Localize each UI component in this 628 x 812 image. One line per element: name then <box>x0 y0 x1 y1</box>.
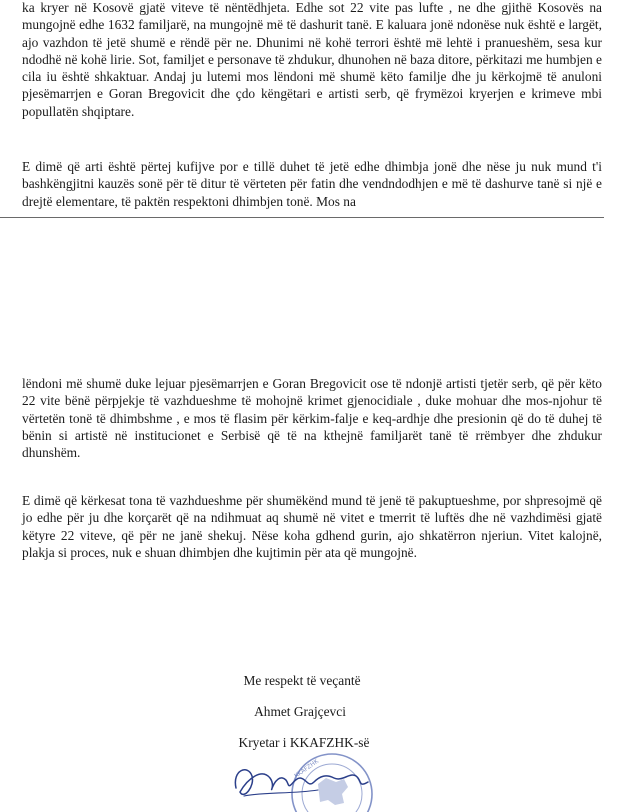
letter-paragraph: ka kryer në Kosovë gjatë viteve të nëntëdhjeta. Edhe sot 22 vite pas lufte , ne dhe gjithë Kosovës na mungojnë edhe 1632 familjarë, na mungojnë më të dashurit tanë. E kaluara jonë ndonëse nuk është e largët, ajo vazhdon të jetë shumë e rëndë për ne. Dhunimi në kohë terrori është më lehtë i pranueshëm, sesa kur ndodhë në kohë lirie. Sot, familjet e personave të zhdukur, dhunohen në baza ditore, përkitazi me humbjen e cila iu është shkaktuar. Andaj ju lutemi mos lëndoni më shumë këto familje dhe ju kërkojmë të anuloni pjesëmarrjen e Goran Bregovicit dhe çdo këngëtari e artisti serb, që frymëzoi kryerjen e krimeve mbi popullatën shqiptare. <box>22 0 602 119</box>
svg-text:KKAFZHK: KKAFZHK <box>293 757 320 780</box>
page-break-line <box>0 217 604 218</box>
signer-name: Ahmet Grajçevci <box>254 704 346 719</box>
letter-paragraph: E dimë që arti është përtej kufijve por e tillë duhet të jetë edhe dhimbja jonë dhe nëse ju nuk mund t'i bashkëngjitni kauzës sonë për të ditur të vërteten për fatin dhe vendndodhjen e më të dashurve tanë si një e drejtë elementare, të paktën respektoni dhimbjen tonë. Mos na <box>22 159 602 209</box>
signature-underline <box>244 790 318 796</box>
letter-paragraph: E dimë që kërkesat tona të vazhdueshme për shumëkënd mund të jenë të pakuptueshme, por shpresojmë që jo edhe për ju dhe korçarët që na ndihmuat aq shumë në vitet e tmerrit të luftës dhe në vazhdimësi gjatë këtyre 22 viteve, që për ne janë shekuj. Nëse koha gdhend gurin, ajo shkatërron njeriun. Vitet kalojnë, plakja si proces, nuk e shuan dhimbjen dhe kujtimin për ata që mungojnë. <box>22 493 602 560</box>
signer-title: Kryetar i KKAFZHK-së <box>238 735 370 750</box>
closing-salutation: Me respekt të veçantë <box>243 673 361 688</box>
letter-paragraph: lëndoni më shumë duke lejuar pjesëmarrjen e Goran Bregovicit ose të ndonjë artisti tjetër serb, që për këto 22 vite bënë përpjekje të vazhdueshme të mohojnë krimet gjenocidiale , duke mohuar dhe mos-njohur të vërtetën tonë të dhimbshme , e mos të flasim për kërkim-falje e keq-ardhje dhe presionin që do të duhej të bënin si artistë në institucionet e Serbisë që të na kthejnë familjarët tanë të rrëmbyer dhe zhdukur dhunshëm. <box>22 376 602 461</box>
signature-and-stamp <box>222 748 412 812</box>
